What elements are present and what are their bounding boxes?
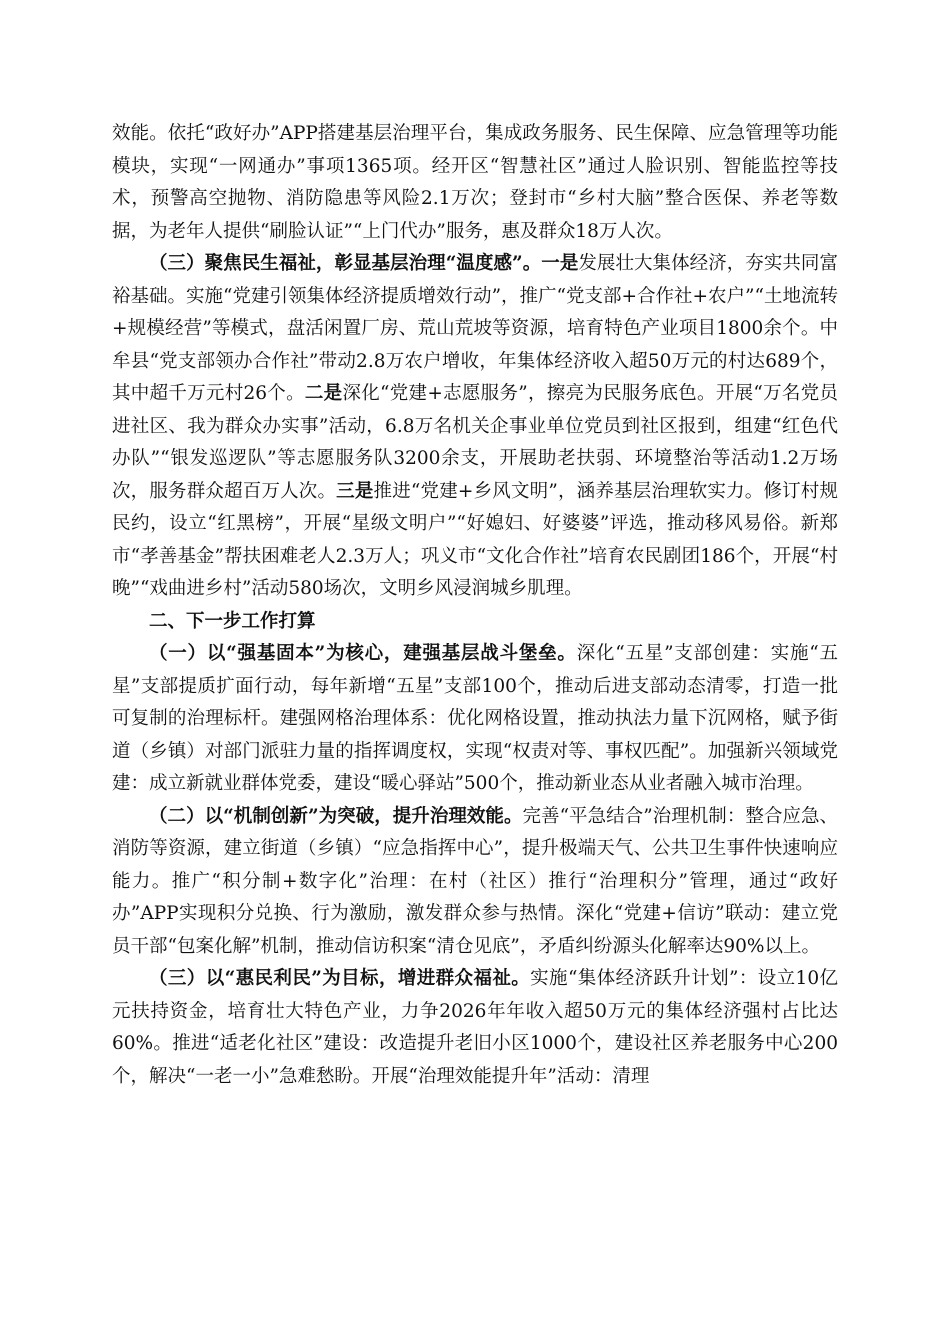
paragraph-text: 深化“五星”支部创建：实施“五星”支部提质扩面行动，每年新增“五星”支部100个，推动后进支部动态清零，打造一批可复制的治理标杆。建强网格治理体系：优化网格设置，推动执法力量下沉网格，赋予街道（乡镇）对部门派驻力量的指挥调度权，实现“权责对等、事权匹配”。加强新兴领域党建：成立新就业群体党委，建设“暖心驿站”500个，推动新业态从业者融入城市治理。	[112, 643, 839, 794]
point-label: 一是	[541, 253, 579, 274]
paragraph-livelihood	[112, 248, 838, 606]
paragraph-text: 完善“平急结合”治理机制：整合应急、消防等资源，建立街道（乡镇）“应急指挥中心”，提升极端天气、公共卫生事件快速响应能力。推广“积分制+数字化”治理：在村（社区）推行“治理积分”管理，通过“政好办”APP实现积分兑换、行为激励，激发群众参与热情。深化“党建+信访”联动：建立党员干部“包案化解”机制，推动信访积案“清仓见底”，矛盾纠纷源头化解率达90%以上。	[112, 805, 838, 957]
point-label: 三是	[336, 480, 374, 502]
paragraph-text: 深化“党建+志愿服务”，擦亮为民服务底色。开展“万名党员进社区、我为群众办实事”活动，6.8万名机关企事业单位党员到社区报到，组建“红色代办队”“银发巡逻队”等志愿服务队3200余支，开展助老扶弱、环境整治等活动1.2万场次，服务群众超百万人次。	[112, 383, 838, 502]
section-heading: （三）以“惠民利民”为目标，增进群众福祉。	[149, 968, 531, 989]
paragraph-text: 效能。依托“政好办”APP搭建基层治理平台，集成政务服务、民生保障、应急管理等功能模块，实现“一网通办”事项1365项。经开区“智慧社区”通过人脸识别、智能监控等技术，预警高空抛物、消防隐患等风险2.1万次；登封市“乡村大脑”整合医保、养老等数据，为老年人提供“刷脸认证”“上门代办”服务，惠及群众18万人次。	[112, 123, 838, 242]
document-body	[112, 118, 838, 1093]
paragraph-plan-3	[112, 963, 838, 1093]
paragraph-digital-governance	[112, 118, 838, 248]
paragraph-text: 发展壮大集体经济，夯实共同富裕基础。实施“党建引领集体经济提质增效行动”，推广“党支部+合作社+农户”“土地流转+规模经营”等模式，盘活闲置厂房、荒山荒坡等资源，培育特色产业项目1800余个。中牟县“党支部领办合作社”带动2.8万农户增收，年集体经济收入超50万元的村达689个，其中超千万元村26个。	[112, 253, 838, 404]
paragraph-text: 推进“党建+乡风文明”，涵养基层治理软实力。修订村规民约，设立“红黑榜”，开展“星级文明户”“好媳妇、好婆婆”评选，推动移风易俗。新郑市“孝善基金”帮扶困难老人2.3万人；巩义市“文化合作社”培育农民剧团186个，开展“村晚”“戏曲进乡村”活动580场次，文明乡风浸润城乡肌理。	[112, 480, 838, 599]
paragraph-text: 实施“集体经济跃升计划”：设立10亿元扶持资金，培育壮大特色产业，力争2026年年收入超50万元的集体经济强村占比达60%。推进“适老化社区”建设：改造提升老旧小区1000个，建设社区养老服务中心200个，解决“一老一小”急难愁盼。开展“治理效能提升年”活动：清理	[112, 968, 838, 1087]
section-heading: （二）以“机制创新”为突破，提升治理效能。	[149, 805, 523, 827]
paragraph-plan-2	[112, 801, 838, 964]
section-heading: （一）以“强基固本”为核心，建强基层战斗堡垒。	[149, 643, 577, 664]
chapter-heading	[112, 606, 838, 639]
point-label: 二是	[304, 383, 343, 404]
section-heading: （三）聚焦民生福祉，彰显基层治理“温度感”。	[149, 253, 542, 274]
chapter-heading-text: 二、下一步工作打算	[149, 610, 316, 632]
paragraph-plan-1	[112, 638, 838, 801]
